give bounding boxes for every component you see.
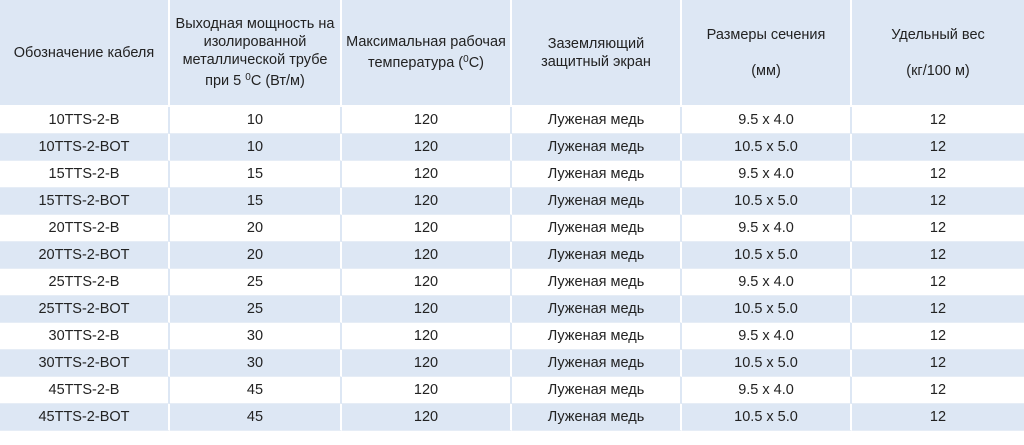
cell-weight: 12: [852, 404, 1024, 431]
cell-weight: 12: [852, 323, 1024, 350]
cell-weight: 12: [852, 107, 1024, 134]
table-row: [0, 404, 1024, 431]
cell-power: 10: [170, 134, 342, 161]
cell-dimensions: 10.5 x 5.0: [682, 242, 852, 269]
cell-temperature: 120: [342, 377, 512, 404]
header-power-unit: C (Вт/м): [250, 73, 305, 89]
cell-dimensions: 9.5 x 4.0: [682, 323, 852, 350]
cell-screen: Луженая медь: [512, 161, 682, 188]
cell-designation: 25TTS-2-BOT: [0, 296, 170, 323]
cell-screen: Луженая медь: [512, 269, 682, 296]
table-header: [0, 0, 1024, 107]
cell-designation: 45TTS-2-B: [0, 377, 170, 404]
cell-designation: 10TTS-2-B: [0, 107, 170, 134]
cell-designation: 45TTS-2-BOT: [0, 404, 170, 431]
header-dimensions: [682, 0, 852, 107]
cell-weight: 12: [852, 188, 1024, 215]
cell-power: 15: [170, 188, 342, 215]
cell-temperature: 120: [342, 350, 512, 377]
cell-weight: 12: [852, 134, 1024, 161]
cell-power: 45: [170, 377, 342, 404]
cell-dimensions: 10.5 x 5.0: [682, 188, 852, 215]
cell-weight: 12: [852, 242, 1024, 269]
cell-screen: Луженая медь: [512, 404, 682, 431]
header-weight: [852, 0, 1024, 107]
header-weight-line1: Удельный вес: [891, 26, 985, 43]
cell-designation: 10TTS-2-BOT: [0, 134, 170, 161]
cell-power: 15: [170, 161, 342, 188]
cell-designation: 30TTS-2-BOT: [0, 350, 170, 377]
header-row: [0, 0, 1024, 107]
cell-power: 10: [170, 107, 342, 134]
cell-dimensions: 10.5 x 5.0: [682, 296, 852, 323]
cell-temperature: 120: [342, 134, 512, 161]
table-row: [0, 215, 1024, 242]
header-designation: Обозначение кабеля: [0, 0, 170, 107]
cell-dimensions: 9.5 x 4.0: [682, 161, 852, 188]
cell-designation: 15TTS-2-B: [0, 161, 170, 188]
table-row: [0, 242, 1024, 269]
cell-designation: 15TTS-2-BOT: [0, 188, 170, 215]
table-row: [0, 161, 1024, 188]
cell-power: 25: [170, 296, 342, 323]
table-row: [0, 134, 1024, 161]
header-temperature-text: Максимальная рабочая температура (: [346, 34, 506, 71]
cell-designation: 30TTS-2-B: [0, 323, 170, 350]
cell-temperature: 120: [342, 242, 512, 269]
cell-power: 20: [170, 242, 342, 269]
table-body: [0, 107, 1024, 431]
cell-screen: Луженая медь: [512, 242, 682, 269]
cell-temperature: 120: [342, 188, 512, 215]
cell-weight: 12: [852, 296, 1024, 323]
cell-designation: 20TTS-2-BOT: [0, 242, 170, 269]
cell-temperature: 120: [342, 269, 512, 296]
cell-screen: Луженая медь: [512, 296, 682, 323]
cell-weight: 12: [852, 269, 1024, 296]
header-dimensions-line2: (мм): [751, 62, 781, 79]
cell-power: 45: [170, 404, 342, 431]
table-row: [0, 377, 1024, 404]
cell-dimensions: 9.5 x 4.0: [682, 215, 852, 242]
cell-screen: Луженая медь: [512, 377, 682, 404]
cell-dimensions: 10.5 x 5.0: [682, 350, 852, 377]
table-row: [0, 296, 1024, 323]
table-row: [0, 188, 1024, 215]
header-dimensions-line1: Размеры сечения: [706, 26, 826, 43]
cell-temperature: 120: [342, 404, 512, 431]
header-power-text: Выходная мощность на изолированной металлической трубе при 5: [175, 16, 335, 89]
cell-weight: 12: [852, 215, 1024, 242]
table-row: [0, 350, 1024, 377]
cell-screen: Луженая медь: [512, 215, 682, 242]
header-temperature: [342, 0, 512, 107]
cell-dimensions: 9.5 x 4.0: [682, 269, 852, 296]
cell-screen: Луженая медь: [512, 188, 682, 215]
cell-weight: 12: [852, 350, 1024, 377]
header-screen: Заземляющий защитный экран: [512, 0, 682, 107]
cell-designation: 20TTS-2-B: [0, 215, 170, 242]
cell-screen: Луженая медь: [512, 107, 682, 134]
cell-temperature: 120: [342, 215, 512, 242]
header-power: [170, 0, 342, 107]
table-row: [0, 323, 1024, 350]
cell-weight: 12: [852, 377, 1024, 404]
cell-temperature: 120: [342, 323, 512, 350]
cell-power: 25: [170, 269, 342, 296]
cell-temperature: 120: [342, 161, 512, 188]
cell-weight: 12: [852, 161, 1024, 188]
cell-dimensions: 10.5 x 5.0: [682, 134, 852, 161]
cell-dimensions: 9.5 x 4.0: [682, 377, 852, 404]
table-row: [0, 107, 1024, 134]
cell-temperature: 120: [342, 296, 512, 323]
header-temperature-degree: 0: [463, 54, 469, 65]
cell-screen: Луженая медь: [512, 323, 682, 350]
header-temperature-unit: C): [468, 55, 484, 71]
cell-screen: Луженая медь: [512, 134, 682, 161]
cell-power: 30: [170, 323, 342, 350]
cell-power: 30: [170, 350, 342, 377]
cell-dimensions: 9.5 x 4.0: [682, 107, 852, 134]
cell-designation: 25TTS-2-B: [0, 269, 170, 296]
cell-screen: Луженая медь: [512, 350, 682, 377]
header-power-degree: 0: [245, 72, 251, 83]
cell-power: 20: [170, 215, 342, 242]
header-weight-line2: (кг/100 м): [906, 62, 970, 79]
cell-dimensions: 10.5 x 5.0: [682, 404, 852, 431]
cell-temperature: 120: [342, 107, 512, 134]
table-row: [0, 269, 1024, 296]
